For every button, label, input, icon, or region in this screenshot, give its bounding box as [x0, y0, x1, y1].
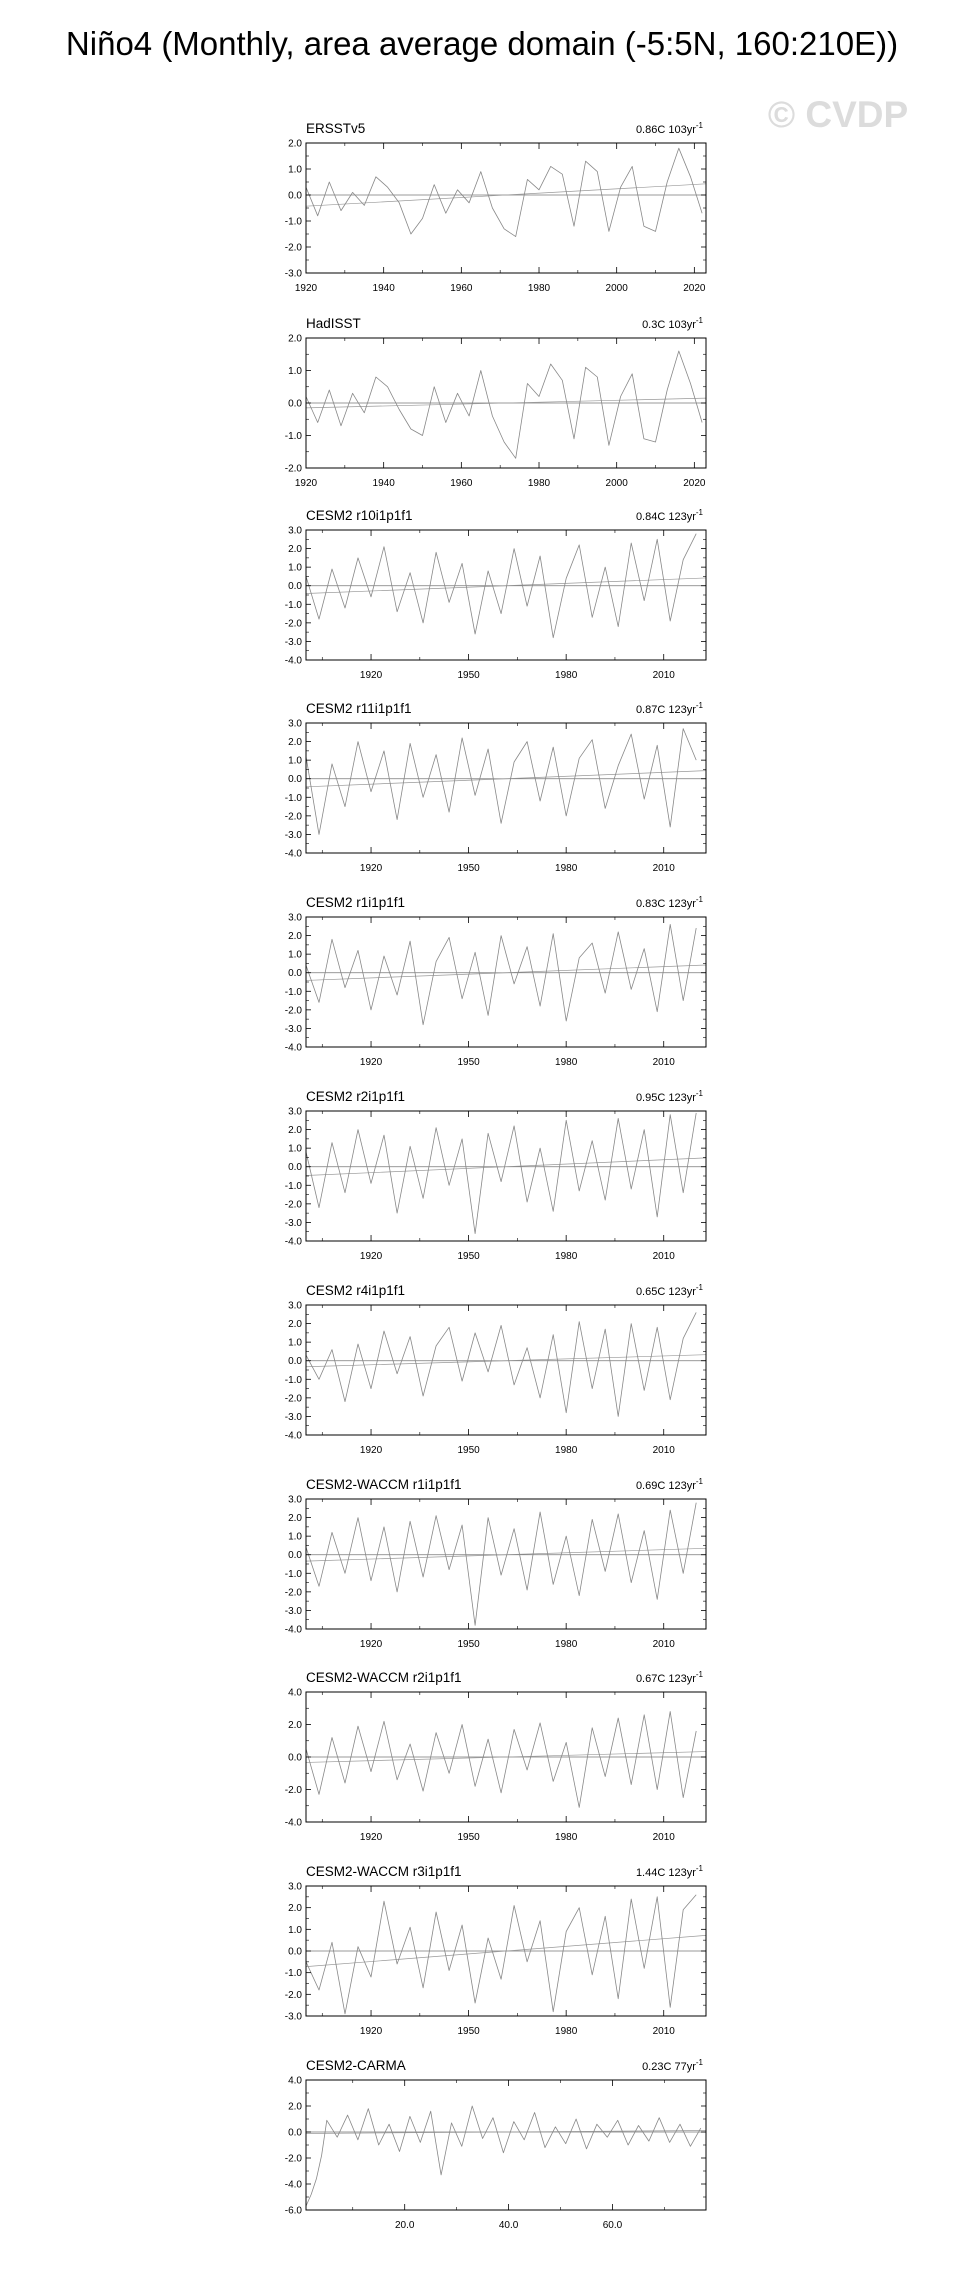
- x-tick-label: 1950: [457, 1832, 480, 1843]
- y-tick-label: 0.0: [288, 1162, 302, 1174]
- trend-label: 1.44C $123yr^{-1}$: [635, 1864, 703, 1879]
- y-tick-label: -2.0: [284, 1785, 302, 1796]
- y-tick-label: 0.0: [288, 190, 302, 202]
- y-tick-label: 0.0: [288, 1946, 302, 1958]
- y-tick-label: 1.0: [288, 1924, 302, 1936]
- x-tick-label: 20.0: [394, 2220, 415, 2231]
- trend-label: 0.86C $103yr^{-1}$: [635, 121, 703, 136]
- y-tick-label: -3.0: [284, 1411, 302, 1423]
- y-tick-label: 1.0: [288, 1531, 302, 1543]
- y-tick-label: 0.0: [288, 1356, 302, 1368]
- x-tick-label: 1920: [359, 1832, 383, 1843]
- x-tick-label: 1980: [555, 670, 578, 681]
- y-tick-label: -3.0: [284, 1023, 302, 1035]
- panel-title: CESM2-WACCM r1i1p1f1: [306, 1477, 462, 1492]
- trend-label: 0.3C $103yr^{-1}$: [642, 316, 703, 331]
- x-tick-label: 1920: [359, 670, 383, 681]
- x-tick-label: 1920: [359, 1057, 383, 1068]
- y-tick-label: -1.0: [284, 986, 302, 998]
- x-tick-label: 1940: [372, 283, 395, 294]
- x-tick-label: 1980: [555, 1057, 578, 1068]
- x-tick-label: 1950: [457, 1251, 480, 1262]
- panel-title: CESM2 r10i1p1f1: [306, 508, 413, 523]
- trend-label: 0.83C $123yr^{-1}$: [635, 895, 703, 910]
- y-tick-label: 0.0: [288, 774, 302, 786]
- x-tick-label: 1960: [450, 478, 473, 489]
- y-tick-label: -4.0: [284, 848, 302, 860]
- x-tick-label: 2010: [652, 1251, 675, 1262]
- y-tick-label: -3.0: [284, 636, 302, 648]
- y-tick-label: 4.0: [288, 1687, 302, 1699]
- y-tick-label: 0.0: [288, 581, 302, 593]
- y-tick-label: -1.0: [284, 1968, 302, 1980]
- y-tick-label: 2.0: [288, 1319, 302, 1331]
- x-tick-label: 2010: [652, 1639, 675, 1650]
- trend-label: 0.87C $123yr^{-1}$: [635, 701, 703, 716]
- x-tick-label: 2010: [652, 863, 675, 874]
- x-tick-label: 60.0: [602, 2220, 623, 2231]
- y-tick-label: 2.0: [288, 1720, 302, 1731]
- y-tick-label: 0.0: [288, 1550, 302, 1562]
- y-tick-label: 0.0: [288, 1752, 302, 1764]
- x-tick-label: 2010: [652, 1832, 675, 1843]
- y-tick-label: -2.0: [284, 242, 302, 254]
- y-tick-label: -4.0: [284, 1430, 302, 1442]
- x-tick-label: 1920: [294, 283, 318, 294]
- panel-title: CESM2 r11i1p1f1: [306, 701, 412, 716]
- panel-title: HadISST: [306, 316, 361, 331]
- x-tick-label: 1950: [457, 2026, 480, 2037]
- x-tick-label: 1980: [555, 2026, 578, 2037]
- x-tick-label: 1920: [359, 1445, 383, 1456]
- y-tick-label: 1.0: [288, 164, 302, 176]
- x-tick-label: 2000: [605, 478, 628, 489]
- y-tick-label: -4.0: [284, 1042, 302, 1054]
- trend-label: 0.23C $77yr^{-1}$: [642, 2058, 703, 2073]
- y-tick-label: -2.0: [284, 1199, 302, 1211]
- x-tick-label: 1980: [555, 1639, 578, 1650]
- x-tick-label: 2010: [652, 2026, 675, 2037]
- y-tick-label: 1.0: [288, 949, 302, 961]
- panel-title: CESM2 r4i1p1f1: [306, 1283, 406, 1298]
- x-tick-label: 2010: [652, 1057, 675, 1068]
- x-tick-label: 2010: [652, 670, 675, 681]
- y-tick-label: 2.0: [288, 1513, 302, 1525]
- x-tick-label: 2000: [605, 283, 628, 294]
- y-tick-label: -3.0: [284, 829, 302, 841]
- x-tick-label: 40.0: [498, 2220, 519, 2231]
- panel-title: CESM2 r2i1p1f1: [306, 1089, 406, 1104]
- y-tick-label: 1.0: [288, 755, 302, 767]
- y-tick-label: 2.0: [288, 1903, 302, 1915]
- y-tick-label: 1.0: [288, 366, 302, 377]
- trend-label: 0.69C $123yr^{-1}$: [635, 1477, 703, 1492]
- y-tick-label: 1.0: [288, 562, 302, 574]
- y-tick-label: 1.0: [288, 1337, 302, 1349]
- x-tick-label: 1960: [450, 283, 473, 294]
- x-tick-label: 1980: [555, 1251, 578, 1262]
- panel-title: CESM2 r1i1p1f1: [306, 895, 406, 910]
- x-tick-label: 1980: [527, 478, 551, 489]
- y-tick-label: -1.0: [284, 792, 302, 804]
- y-tick-label: -1.0: [284, 599, 302, 611]
- x-tick-label: 1940: [372, 478, 395, 489]
- y-tick-label: -3.0: [284, 1217, 302, 1229]
- y-tick-label: -4.0: [284, 1817, 302, 1829]
- panel-title: ERSSTv5: [306, 121, 366, 136]
- y-tick-label: 3.0: [288, 525, 302, 537]
- y-tick-label: 0.0: [288, 398, 302, 410]
- x-tick-label: 2020: [683, 283, 706, 294]
- x-tick-label: 2010: [652, 1445, 675, 1456]
- figure-title: Niño4 (Monthly, area average domain (-5:5N, 160:210E)): [65, 25, 899, 62]
- x-tick-label: 1980: [555, 1445, 578, 1456]
- x-tick-label: 2020: [683, 478, 706, 489]
- y-tick-label: 1.0: [288, 1143, 302, 1155]
- x-tick-label: 1920: [359, 863, 383, 874]
- y-tick-label: -1.0: [284, 1374, 302, 1386]
- y-tick-label: -2.0: [284, 1989, 302, 2001]
- x-tick-label: 1950: [457, 863, 480, 874]
- y-tick-label: -1.0: [284, 431, 302, 442]
- trend-label: 0.67C $123yr^{-1}$: [635, 1670, 703, 1685]
- y-tick-label: -3.0: [284, 1605, 302, 1617]
- y-tick-label: 0.0: [288, 2127, 302, 2139]
- y-tick-label: 3.0: [288, 1300, 302, 1312]
- y-tick-label: -2.0: [284, 1587, 302, 1599]
- y-tick-label: 2.0: [288, 931, 302, 943]
- y-tick-label: -3.0: [284, 2011, 302, 2023]
- y-tick-label: 4.0: [288, 2075, 302, 2087]
- x-tick-label: 1980: [555, 863, 578, 874]
- x-tick-label: 1920: [359, 1251, 383, 1262]
- x-tick-label: 1920: [359, 2026, 383, 2037]
- y-tick-label: 2.0: [288, 138, 302, 150]
- panel-title: CESM2-CARMA: [306, 2058, 406, 2073]
- y-tick-label: -4.0: [284, 1236, 302, 1248]
- y-tick-label: -6.0: [284, 2205, 302, 2217]
- y-tick-label: -2.0: [284, 811, 302, 823]
- y-tick-label: 2.0: [288, 333, 302, 345]
- y-tick-label: 3.0: [288, 718, 302, 730]
- y-tick-label: -3.0: [284, 268, 302, 280]
- y-tick-label: 3.0: [288, 1106, 302, 1118]
- x-tick-label: 1950: [457, 1057, 480, 1068]
- y-tick-label: 3.0: [288, 1494, 302, 1506]
- y-tick-label: 3.0: [288, 912, 302, 924]
- y-tick-label: -2.0: [284, 2153, 302, 2165]
- y-tick-label: -4.0: [284, 655, 302, 667]
- y-tick-label: -2.0: [284, 1393, 302, 1405]
- y-tick-label: -4.0: [284, 2179, 302, 2191]
- y-tick-label: 2.0: [288, 737, 302, 749]
- x-tick-label: 1950: [457, 1639, 480, 1650]
- cvdp-watermark: © CVDP: [767, 94, 909, 135]
- y-tick-label: -1.0: [284, 216, 302, 228]
- x-tick-label: 1950: [457, 1445, 480, 1456]
- y-tick-label: 3.0: [288, 1881, 302, 1893]
- trend-label: 0.95C $123yr^{-1}$: [635, 1089, 703, 1104]
- y-tick-label: -1.0: [284, 1568, 302, 1580]
- y-tick-label: 2.0: [288, 2101, 302, 2113]
- trend-label: 0.84C $123yr^{-1}$: [635, 508, 703, 523]
- panel-title: CESM2-WACCM r2i1p1f1: [306, 1670, 462, 1685]
- x-tick-label: 1980: [555, 1832, 578, 1843]
- x-tick-label: 1920: [294, 478, 318, 489]
- panel-title: CESM2-WACCM r3i1p1f1: [306, 1864, 462, 1879]
- x-tick-label: 1980: [527, 283, 551, 294]
- x-tick-label: 1950: [457, 670, 480, 681]
- x-tick-label: 1920: [359, 1639, 383, 1650]
- trend-label: 0.65C $123yr^{-1}$: [635, 1283, 703, 1298]
- y-tick-label: 2.0: [288, 544, 302, 556]
- y-tick-label: -4.0: [284, 1624, 302, 1636]
- y-tick-label: -1.0: [284, 1180, 302, 1192]
- y-tick-label: -2.0: [284, 618, 302, 630]
- y-tick-label: -2.0: [284, 1005, 302, 1017]
- y-tick-label: -2.0: [284, 463, 302, 475]
- y-tick-label: 0.0: [288, 968, 302, 980]
- y-tick-label: 2.0: [288, 1125, 302, 1137]
